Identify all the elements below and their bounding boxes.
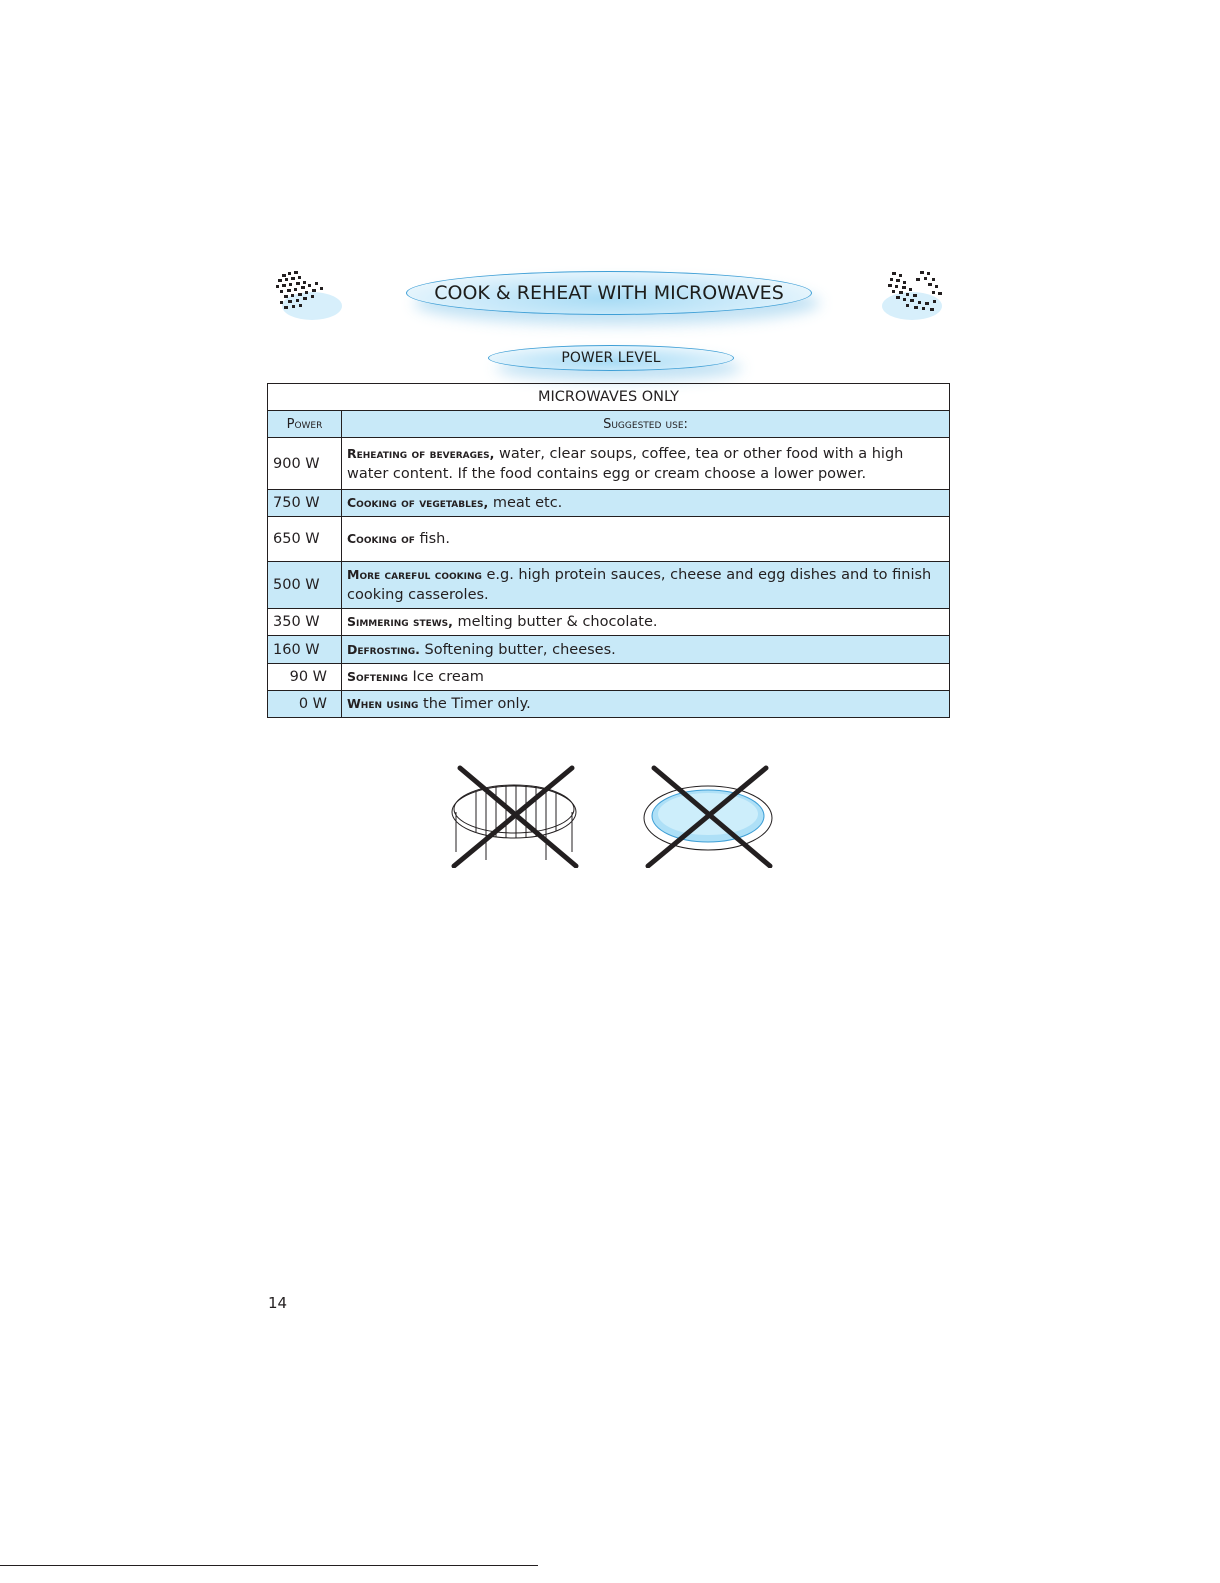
use-keyword: Simmering stews, [347,614,453,629]
column-header-suggested-use: Suggested use: [342,411,950,438]
use-keyword: Cooking of vegetables, [347,495,489,510]
use-keyword: Cooking of [347,531,415,546]
use-keyword: Defrosting. [347,641,420,657]
power-value: 160 W [268,636,342,664]
suggested-use [342,691,950,718]
power-value: 750 W [268,490,342,517]
use-keyword: When using [347,696,419,711]
use-text: melting butter & chocolate. [452,614,658,630]
grill-rack-crossed-icon [446,764,582,868]
suggested-use [342,517,950,562]
table-header-row [268,411,950,438]
use-text: the Timer only. [418,696,531,712]
table-row [268,562,950,609]
use-text: water, clear soups, coffee, tea or other food with a high water content. If the food contains egg or cream choose a lower power. [347,445,904,482]
table-row [268,438,950,490]
suggested-use [342,636,950,664]
use-keyword: Softening [347,669,408,684]
table-caption-row [268,384,950,411]
use-keyword: Reheating of beverages, [347,445,495,461]
use-text: e.g. high protein sauces, cheese and egg dishes and to finish cooking casseroles. [347,567,932,603]
power-value: 90 W [268,664,342,691]
power-value: 900 W [268,438,342,490]
table-row [268,691,950,718]
use-text: Softening butter, cheeses. [419,641,616,658]
power-level-table [267,383,950,718]
microwave-waves-icon [268,264,344,324]
table-row [268,636,950,664]
table-row [268,609,950,636]
crisp-plate-crossed-icon [640,764,776,868]
microwave-waves-icon [876,264,952,324]
table-row [268,517,950,562]
page-number: 14 [268,1294,288,1312]
suggested-use [342,609,950,636]
footer-rule [0,1565,538,1566]
table-caption: MICROWAVES ONLY [268,384,950,411]
table-row [268,490,950,517]
power-value: 500 W [268,562,342,609]
power-value: 350 W [268,609,342,636]
use-text: Ice cream [407,669,484,685]
suggested-use [342,438,950,490]
power-value: 0 W [268,691,342,718]
use-text: fish. [414,531,450,547]
section-title: POWER LEVEL [488,345,734,371]
suggested-use [342,664,950,691]
power-value: 650 W [268,517,342,562]
page-title: COOK & REHEAT WITH MICROWAVES [406,271,812,315]
suggested-use [342,562,950,609]
column-header-power: Power [268,411,342,438]
suggested-use [342,490,950,517]
use-text: meat etc. [488,495,563,511]
use-keyword: More careful cooking [347,567,482,582]
table-row [268,664,950,691]
